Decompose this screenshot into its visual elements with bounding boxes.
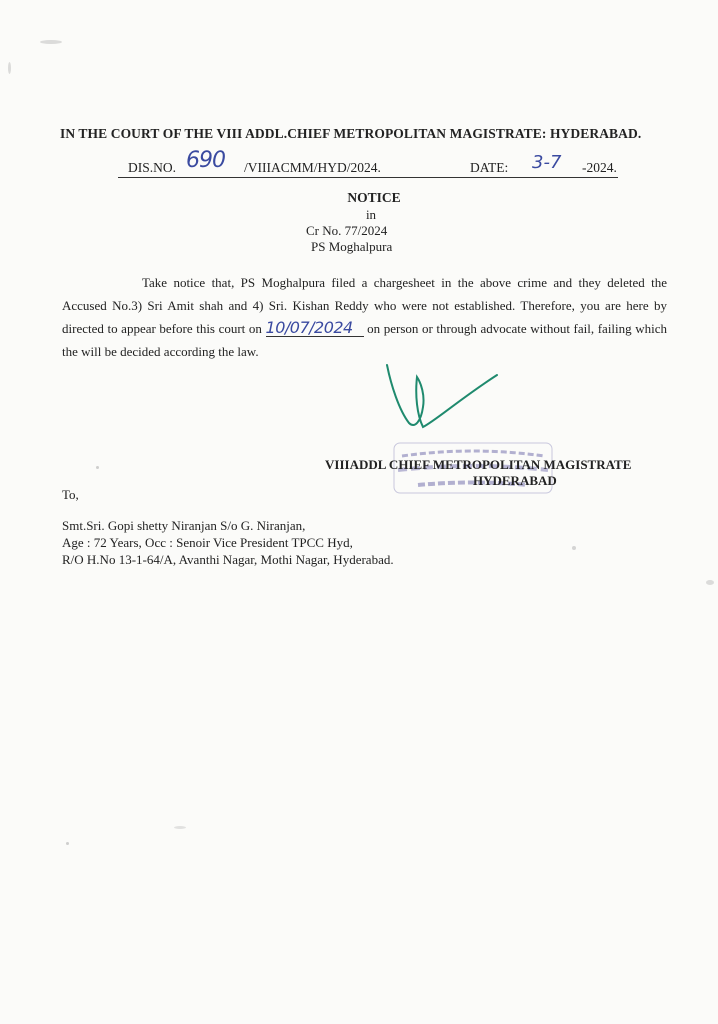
notice-title: NOTICE [347, 190, 401, 205]
signature-image [365, 355, 510, 435]
scan-artifact [96, 466, 99, 469]
notice-body [62, 271, 667, 363]
dis-number-suffix: /VIIIACMM/HYD/2024. [244, 160, 381, 175]
scan-artifact [706, 580, 714, 585]
dis-number-handwritten: 690 [186, 148, 225, 173]
court-title: IN THE COURT OF THE VIII ADDL.CHIEF METROPOLITAN MAGISTRATE: HYDERABAD. [60, 126, 642, 141]
magistrate-city: HYDERABAD [473, 473, 557, 488]
date-label: DATE: [470, 160, 509, 175]
date-handwritten: 3-7 [532, 152, 562, 173]
date-year: -2024. [582, 160, 617, 175]
scan-artifact [572, 546, 576, 550]
scan-artifact [40, 40, 62, 44]
recipient-address: R/O H.No 13-1-64/A, Avanthi Nagar, Mothi Nagar, Hyderabad. [62, 552, 394, 567]
dis-number-label: DIS.NO. [128, 160, 177, 175]
scan-artifact [8, 62, 11, 74]
crime-number: Cr No. 77/2024 [306, 223, 388, 238]
scan-artifact [66, 842, 69, 845]
police-station: PS Moghalpura [311, 239, 393, 254]
notice-body-part2: on person or through advocate without fail, failing which the will be decided according the law. [62, 321, 668, 359]
notice-body-part1: Take notice that, PS Moghalpura filed a chargesheet in the above crime and they deleted the Accused No.3) Sri Amit shah and 4) Sri. Kishan Reddy who were not established. Therefore, you are here by directed to appear before this court on [62, 275, 667, 336]
scan-artifact [174, 826, 186, 829]
to-label: To, [62, 487, 79, 502]
recipient-name: Smt.Sri. Gopi shetty Niranjan S/o G. Niranjan, [62, 518, 306, 533]
hearing-date-handwritten: 10/07/2024 [266, 320, 364, 337]
recipient-age-occupation: Age : 72 Years, Occ : Senoir Vice President TPCC Hyd, [62, 535, 353, 550]
notice-in-label: in [365, 207, 377, 222]
magistrate-title: VIIIADDL CHIEF METROPOLITAN MAGISTRATE [325, 457, 632, 472]
